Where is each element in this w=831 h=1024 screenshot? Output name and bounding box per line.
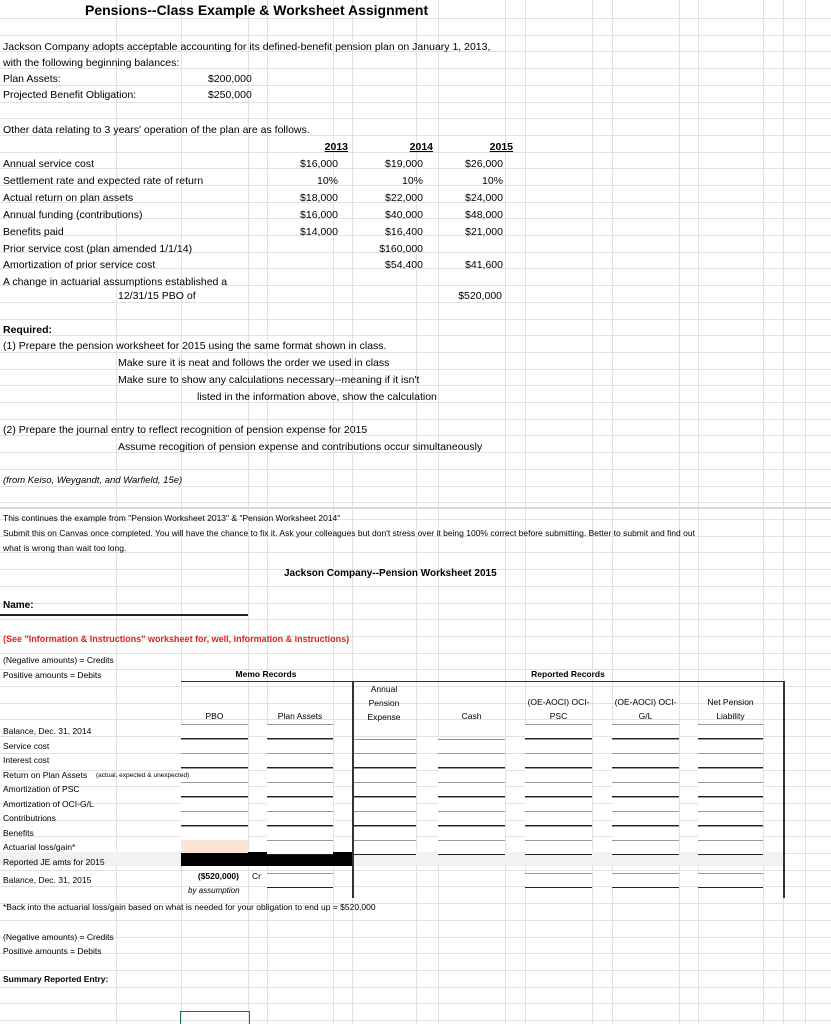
name-underline bbox=[0, 614, 181, 616]
row-label: Service cost bbox=[3, 740, 50, 751]
year-header: 2015 bbox=[489, 141, 513, 153]
name-label: Name: bbox=[3, 600, 34, 611]
data-row-label: Annual funding (contributions) bbox=[3, 208, 143, 221]
data-row-label: A change in actuarial assumptions established a bbox=[3, 276, 228, 289]
input-cell[interactable] bbox=[438, 768, 505, 783]
input-cell[interactable] bbox=[267, 753, 333, 768]
input-cell[interactable] bbox=[698, 811, 763, 826]
row-label: Amortization of OCI-G/L bbox=[3, 798, 94, 809]
input-cell[interactable] bbox=[612, 753, 679, 768]
header-rule bbox=[181, 681, 783, 682]
row-label: Contributrions bbox=[3, 813, 56, 823]
gridline-h bbox=[0, 319, 831, 320]
column-header-pbo: PBO bbox=[205, 711, 224, 721]
year-header: 2014 bbox=[409, 141, 433, 153]
column-header--oe-aoci-oci-psc: (OE-AOCI) OCI-PSC bbox=[527, 697, 590, 721]
data-row-value[interactable]: 10% bbox=[481, 174, 503, 187]
required-item1: (1) Prepare the pension worksheet for 2015 using the same format shown in class. bbox=[3, 340, 387, 352]
input-cell[interactable] bbox=[525, 724, 592, 739]
row-label: Balance, Dec. 31, 2014 bbox=[3, 726, 92, 736]
memo-records-header: Memo Records bbox=[235, 669, 297, 679]
input-cell[interactable] bbox=[438, 782, 505, 797]
gridline-h bbox=[0, 469, 831, 470]
input-cell[interactable] bbox=[352, 840, 416, 855]
required-item1-b: Make sure to show any calculations necessary--meaning if it isn't bbox=[118, 374, 420, 386]
gridline-h bbox=[0, 419, 831, 420]
source-citation: (from Keiso, Weygandt, and Warfield, 15e) bbox=[3, 475, 183, 486]
input-cell[interactable] bbox=[438, 797, 505, 812]
data-row-value[interactable]: $19,000 bbox=[385, 158, 423, 170]
pbo-ending-value: ($520,000) bbox=[197, 871, 239, 881]
gridline-h bbox=[0, 102, 831, 103]
data-row-value[interactable]: $18,000 bbox=[300, 191, 338, 204]
negative-credits-note: (Negative amounts) = Credits bbox=[3, 655, 114, 665]
input-cell[interactable] bbox=[698, 724, 763, 739]
row-label: Amortization of PSC bbox=[3, 784, 80, 794]
input-cell[interactable] bbox=[267, 797, 333, 812]
section-divider bbox=[0, 507, 831, 509]
input-cell[interactable] bbox=[698, 797, 763, 812]
input-cell[interactable] bbox=[352, 753, 416, 768]
credit-suffix: Cr bbox=[252, 871, 261, 881]
input-cell[interactable] bbox=[612, 873, 679, 888]
input-cell[interactable] bbox=[352, 797, 416, 812]
input-cell[interactable] bbox=[612, 797, 679, 812]
data-row-value[interactable]: $48,000 bbox=[465, 208, 503, 221]
worksheet-note1: This continues the example from "Pension Worksheet 2013" & "Pension Worksheet 2014" bbox=[3, 513, 341, 523]
gridline-h bbox=[0, 335, 831, 336]
worksheet-note3: what is wrong than wait too long. bbox=[3, 543, 127, 553]
plan-assets-value[interactable]: $200,000 bbox=[208, 73, 252, 85]
input-cell[interactable] bbox=[267, 768, 333, 783]
pbo-line-label: 12/31/15 PBO of bbox=[118, 290, 196, 302]
gridline-h bbox=[0, 619, 831, 620]
input-cell[interactable] bbox=[181, 811, 248, 826]
data-row-value[interactable]: $24,000 bbox=[465, 191, 503, 204]
row-label: Benefits bbox=[3, 827, 34, 838]
gridline-h bbox=[0, 970, 831, 971]
input-cell[interactable] bbox=[525, 826, 592, 841]
input-cell[interactable] bbox=[267, 873, 333, 888]
worksheet-title: Jackson Company--Pension Worksheet 2015 bbox=[284, 568, 497, 579]
name-field[interactable] bbox=[181, 614, 248, 616]
input-cell[interactable] bbox=[352, 826, 416, 841]
gridline-h bbox=[0, 870, 831, 871]
memo-reported-divider bbox=[352, 681, 354, 898]
data-row-value[interactable]: $16,400 bbox=[385, 225, 423, 238]
input-cell[interactable] bbox=[698, 873, 763, 888]
data-row-value[interactable]: $16,000 bbox=[300, 158, 338, 170]
row-label: Return on Plan Assets bbox=[3, 769, 88, 780]
gridline-h bbox=[0, 118, 831, 119]
input-cell[interactable] bbox=[525, 768, 592, 783]
input-cell[interactable] bbox=[525, 873, 592, 888]
reported-records-header: Reported Records bbox=[531, 669, 605, 679]
gridline-h bbox=[0, 653, 831, 654]
input-cell[interactable] bbox=[181, 826, 248, 841]
input-cell[interactable] bbox=[438, 826, 505, 841]
input-cell[interactable] bbox=[181, 753, 248, 768]
gridline-h bbox=[0, 686, 831, 687]
input-cell[interactable] bbox=[698, 768, 763, 783]
data-row-label: Settlement rate and expected rate of return bbox=[3, 174, 204, 187]
input-cell[interactable] bbox=[612, 724, 679, 739]
gridline-h bbox=[0, 502, 831, 503]
gridline-h bbox=[0, 18, 831, 19]
data-row-label: Amortization of prior service cost bbox=[3, 259, 156, 272]
gridline-h bbox=[0, 85, 831, 86]
data-row-label: Benefits paid bbox=[3, 225, 64, 238]
row-label: Reported JE amts for 2015 bbox=[3, 856, 105, 867]
by-assumption-note: by assumption bbox=[188, 886, 240, 895]
column-header-net-pension-liability: Net Pension Liability bbox=[707, 697, 754, 721]
other-data-heading: Other data relating to 3 years' operation of the plan are as follows. bbox=[3, 124, 310, 136]
pbo-label: Projected Benefit Obligation: bbox=[3, 89, 137, 101]
input-cell[interactable] bbox=[438, 811, 505, 826]
input-cell[interactable] bbox=[352, 768, 416, 783]
positive-debits-note-2: Positive amounts = Debits bbox=[3, 946, 102, 956]
input-cell[interactable] bbox=[612, 826, 679, 841]
input-cell[interactable] bbox=[612, 782, 679, 797]
gridline-h bbox=[0, 1003, 831, 1004]
input-cell[interactable] bbox=[438, 753, 505, 768]
negative-credits-note-2: (Negative amounts) = Credits bbox=[3, 932, 114, 942]
data-row-label: Annual service cost bbox=[3, 158, 95, 170]
gridline-h bbox=[0, 920, 831, 921]
data-row-value[interactable]: $160,000 bbox=[379, 242, 423, 255]
gridline-h bbox=[0, 35, 831, 36]
input-cell[interactable] bbox=[698, 739, 763, 754]
input-cell[interactable] bbox=[525, 797, 592, 812]
input-cell[interactable] bbox=[267, 840, 333, 855]
column-header-annual-pension-expense: Annual Pension Expense bbox=[367, 684, 401, 722]
selected-cell[interactable] bbox=[180, 1011, 250, 1024]
positive-debits-note: Positive amounts = Debits bbox=[3, 670, 102, 680]
row-label: Balance, Dec. 31, 2015 bbox=[3, 875, 92, 885]
gridline-h bbox=[0, 586, 831, 587]
summary-entry-label: Summary Reported Entry: bbox=[3, 974, 109, 984]
gridline-h bbox=[0, 987, 831, 988]
column-header--oe-aoci-oci-g-l: (OE-AOCI) OCI-G/L bbox=[614, 697, 677, 721]
input-cell[interactable] bbox=[525, 782, 592, 797]
input-cell[interactable] bbox=[181, 768, 248, 783]
input-cell[interactable] bbox=[698, 782, 763, 797]
data-row-value[interactable]: $54,400 bbox=[385, 259, 423, 272]
input-cell[interactable] bbox=[267, 811, 333, 826]
required-item1-c: listed in the information above, show the calculation bbox=[197, 391, 437, 403]
input-cell[interactable] bbox=[181, 782, 248, 797]
data-row-label: Prior service cost (plan amended 1/1/14) bbox=[3, 242, 193, 255]
input-cell[interactable] bbox=[181, 797, 248, 812]
input-cell[interactable] bbox=[181, 724, 248, 739]
row-label: Interest cost bbox=[3, 755, 50, 765]
input-cell[interactable] bbox=[181, 840, 248, 853]
pbo-value[interactable]: $250,000 bbox=[208, 89, 252, 101]
intro-line1: Jackson Company adopts acceptable accounting for its defined-benefit pension plan on January 1, 2013, bbox=[3, 41, 491, 53]
input-cell[interactable] bbox=[267, 724, 333, 739]
sheet-title: Pensions--Class Example & Worksheet Assignment bbox=[85, 2, 429, 18]
input-cell[interactable] bbox=[525, 753, 592, 768]
year-header: 2013 bbox=[324, 141, 348, 153]
row-label: Actuarial loss/gain* bbox=[3, 842, 76, 852]
input-cell[interactable] bbox=[525, 811, 592, 826]
input-cell[interactable] bbox=[698, 840, 763, 855]
data-row-value[interactable]: $16,000 bbox=[300, 208, 338, 221]
data-row-value[interactable]: $22,000 bbox=[385, 191, 423, 204]
required-item1-a: Make sure it is neat and follows the order we used in class bbox=[118, 357, 390, 369]
return-note: (actual, expected & unexpected) bbox=[96, 771, 190, 779]
input-cell[interactable] bbox=[612, 840, 679, 855]
input-cell[interactable] bbox=[525, 840, 592, 855]
column-header-cash: Cash bbox=[461, 711, 482, 721]
data-row-value[interactable]: 10% bbox=[316, 174, 338, 187]
input-cell[interactable] bbox=[612, 811, 679, 826]
input-cell[interactable] bbox=[698, 826, 763, 841]
input-cell[interactable] bbox=[612, 739, 679, 754]
input-cell[interactable] bbox=[352, 739, 416, 754]
input-cell[interactable] bbox=[181, 739, 248, 754]
data-row-label: Actual return on plan assets bbox=[3, 191, 134, 204]
data-row-value[interactable]: $41,600 bbox=[465, 259, 503, 272]
footnote: *Back into the actuarial loss/gain based on what is needed for your obligation to end up = $520,000 bbox=[3, 902, 376, 912]
data-row-value[interactable]: $21,000 bbox=[465, 225, 503, 238]
required-item2-a: Assume recogition of pension expense and contributions occur simultaneously bbox=[118, 441, 483, 453]
data-row-value[interactable]: $14,000 bbox=[300, 225, 338, 238]
required-item2: (2) Prepare the journal entry to reflect recognition of pension expense for 2015 bbox=[3, 424, 368, 436]
plan-assets-label: Plan Assets: bbox=[3, 73, 61, 85]
gridline-h bbox=[0, 937, 831, 938]
input-cell[interactable] bbox=[267, 782, 333, 797]
input-cell[interactable] bbox=[438, 840, 505, 855]
pbo-line-value[interactable]: $520,000 bbox=[458, 290, 502, 302]
data-row-value[interactable]: $40,000 bbox=[385, 208, 423, 221]
input-cell[interactable] bbox=[525, 739, 592, 754]
input-cell[interactable] bbox=[267, 739, 333, 754]
input-cell[interactable] bbox=[352, 782, 416, 797]
input-cell[interactable] bbox=[438, 739, 505, 754]
gridline-h bbox=[0, 953, 831, 954]
data-row-value[interactable]: $26,000 bbox=[465, 158, 503, 170]
column-header-plan-assets: Plan Assets bbox=[277, 711, 323, 721]
input-cell[interactable] bbox=[612, 768, 679, 783]
input-cell[interactable] bbox=[698, 753, 763, 768]
input-cell[interactable] bbox=[352, 811, 416, 826]
gridline-h bbox=[0, 603, 831, 604]
intro-line2: with the following beginning balances: bbox=[3, 57, 180, 69]
required-heading: Required: bbox=[3, 324, 53, 336]
worksheet-note2: Submit this on Canvas once completed. You will have the chance to fix it. Ask your colleagues but don't stress over it being 100% correct before submitting. Better to submit and find out bbox=[3, 528, 695, 538]
gridline-h bbox=[0, 1020, 831, 1021]
see-info-note: (See "Information & Instructions" worksheet for, well, information & instructions) bbox=[3, 634, 350, 644]
right-border bbox=[783, 681, 785, 898]
data-row-value[interactable]: 10% bbox=[401, 174, 423, 187]
input-cell[interactable] bbox=[267, 826, 333, 841]
